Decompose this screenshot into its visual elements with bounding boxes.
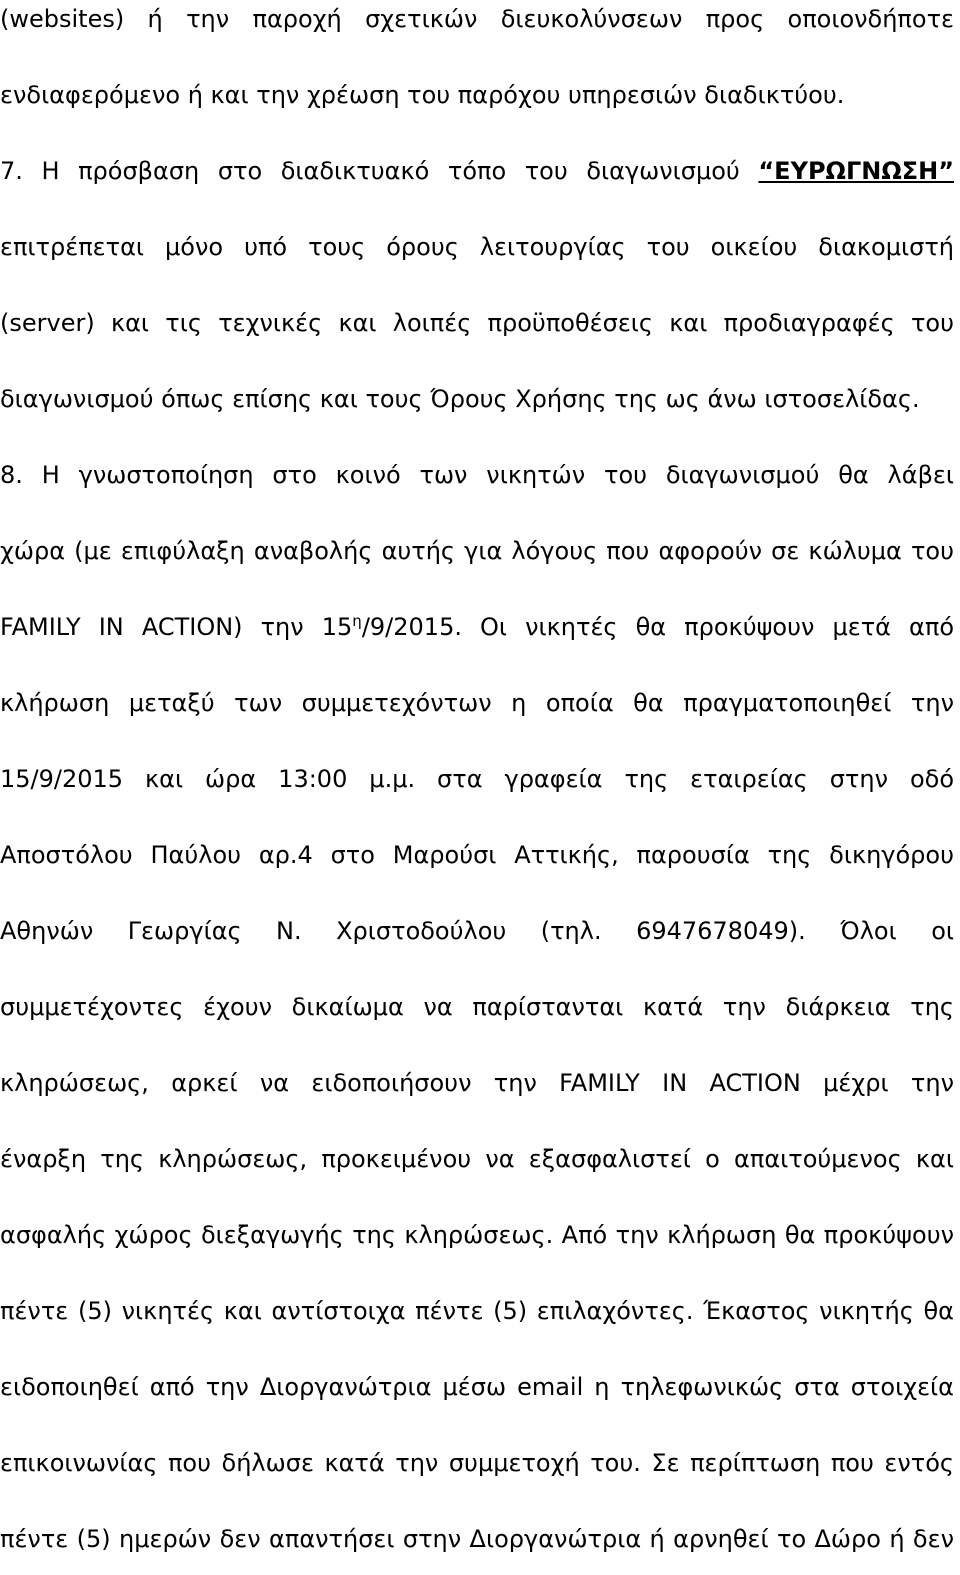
text-segment: ασφαλής χώρος διεξαγωγής της κληρώσεως. Από την κλήρωση θα προκύψουν	[0, 1221, 954, 1249]
text-segment: Αθηνών Γεωργίας Ν. Χριστοδούλου (τηλ. 6947678049). Όλοι οι	[0, 917, 954, 945]
text-line	[0, 835, 954, 875]
text-line	[0, 379, 954, 419]
text-line	[0, 1519, 954, 1559]
text-line	[0, 911, 954, 951]
text-segment: έναρξη της κληρώσεως, προκειμένου να εξασφαλιστεί ο απαιτούμενος και	[0, 1145, 954, 1173]
text-line	[0, 531, 954, 571]
text-segment: διαγωνισμού όπως επίσης και τους Όρους Χρήσης της ως άνω ιστοσελίδας.	[0, 385, 920, 413]
text-line	[0, 683, 954, 723]
text-segment: ενδιαφερόμενο ή και την χρέωση του παρόχου υπηρεσιών διαδικτύου.	[0, 81, 845, 109]
text-segment: χώρα (με επιφύλαξη αναβολής αυτής για λόγους που αφορούν σε κώλυμα του	[0, 537, 954, 565]
text-line	[0, 303, 954, 343]
text-segment: (websites) ή την παροχή σχετικών διευκολύνσεων προς οποιονδήποτε	[0, 5, 954, 33]
text-line	[0, 0, 954, 39]
text-segment: 15/9/2015 και ώρα 13:00 μ.μ. στα γραφεία της εταιρείας στην οδό	[0, 765, 954, 793]
text-line	[0, 1139, 954, 1179]
text-segment-bold-underline: “ΕΥΡΩΓΝΩΣΗ”	[758, 157, 954, 185]
text-line	[0, 1367, 954, 1407]
text-segment: κληρώσεως, αρκεί να ειδοποιήσουν την FAMILY IN ACTION μέχρι την	[0, 1069, 954, 1097]
text-line	[0, 75, 954, 115]
text-segment: επιτρέπεται μόνο υπό τους όρους λειτουργίας του οικείου διακομιστή	[0, 233, 954, 261]
text-segment: ειδοποιηθεί από την Διοργανώτρια μέσω email η τηλεφωνικώς στα στοιχεία	[0, 1373, 954, 1401]
text-segment: κλήρωση μεταξύ των συμμετεχόντων η οποία θα πραγματοποιηθεί την	[0, 689, 954, 717]
text-line	[0, 607, 954, 647]
text-line	[0, 1063, 954, 1103]
text-segment: FAMILY IN ACTION) την 15	[0, 613, 353, 641]
text-line	[0, 759, 954, 799]
text-segment: συμμετέχοντες έχουν δικαίωμα να παρίστανται κατά την διάρκεια της	[0, 993, 954, 1021]
text-segment: Αποστόλου Παύλου αρ.4 στο Μαρούσι Αττικής, παρουσία της δικηγόρου	[0, 841, 954, 869]
text-line	[0, 151, 954, 191]
text-line	[0, 1291, 954, 1331]
text-segment: πέντε (5) ημερών δεν απαντήσει στην Διοργανώτρια ή αρνηθεί το Δώρο ή δεν	[0, 1525, 954, 1553]
text-segment: πέντε (5) νικητές και αντίστοιχα πέντε (5) επιλαχόντες. Έκαστος νικητής θα	[0, 1297, 954, 1325]
text-segment: /9/2015. Οι νικητές θα προκύψουν μετά από	[361, 613, 955, 641]
text-line	[0, 1443, 954, 1483]
text-line	[0, 227, 954, 267]
text-line	[0, 455, 954, 495]
text-line	[0, 1215, 954, 1255]
text-segment: επικοινωνίας που δήλωσε κατά την συμμετοχή του. Σε περίπτωση που εντός	[0, 1449, 954, 1477]
text-segment: (server) και τις τεχνικές και λοιπές προϋποθέσεις και προδιαγραφές του	[0, 309, 954, 337]
superscript: η	[352, 612, 362, 630]
text-line	[0, 987, 954, 1027]
text-segment: 7. Η πρόσβαση στο διαδικτυακό τόπο του διαγωνισμού	[0, 157, 740, 185]
text-segment: 8. Η γνωστοποίηση στο κοινό των νικητών του διαγωνισμού θα λάβει	[0, 461, 954, 489]
